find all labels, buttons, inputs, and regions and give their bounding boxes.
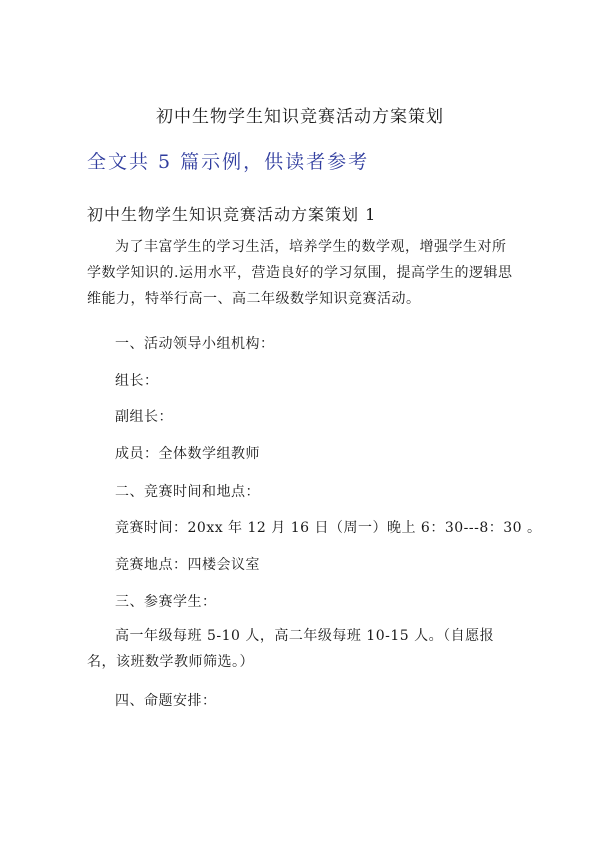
list-item: 二、竞赛时间和地点： [115,484,260,500]
list-item: 一、活动领导小组机构： [115,336,275,352]
list-item: 副组长： [115,409,173,425]
document-subtitle: 全文共 5 篇示例，供读者参考 [87,151,370,173]
list-item: 三、参赛学生： [115,594,217,610]
section-heading: 初中生物学生知识竞赛活动方案策划 1 [87,205,377,224]
participants-paragraph: 高一年级每班 5-10 人，高二年级每班 10-15 人。（自愿报名，该班数学教师筛选。） [87,628,495,670]
list-item: 四、命题安排： [115,693,217,709]
list-item: 竞赛时间：20xx 年 12 月 16 日（周一）晚上 6：30---8：30 。 [115,520,542,536]
document-title: 初中生物学生知识竞赛活动方案策划 [156,107,444,127]
intro-paragraph: 为了丰富学生的学习生活，培养学生的数学观，增强学生对所学数学知识的.运用水平，营造良好的学习氛围，提高学生的逻辑思维能力，特举行高一、高二年级数学知识竞赛活动。 [87,239,513,307]
list-item: 成员：全体数学组教师 [115,446,260,462]
list-item: 组长： [115,373,159,389]
list-item: 竞赛地点：四楼会议室 [115,557,260,573]
